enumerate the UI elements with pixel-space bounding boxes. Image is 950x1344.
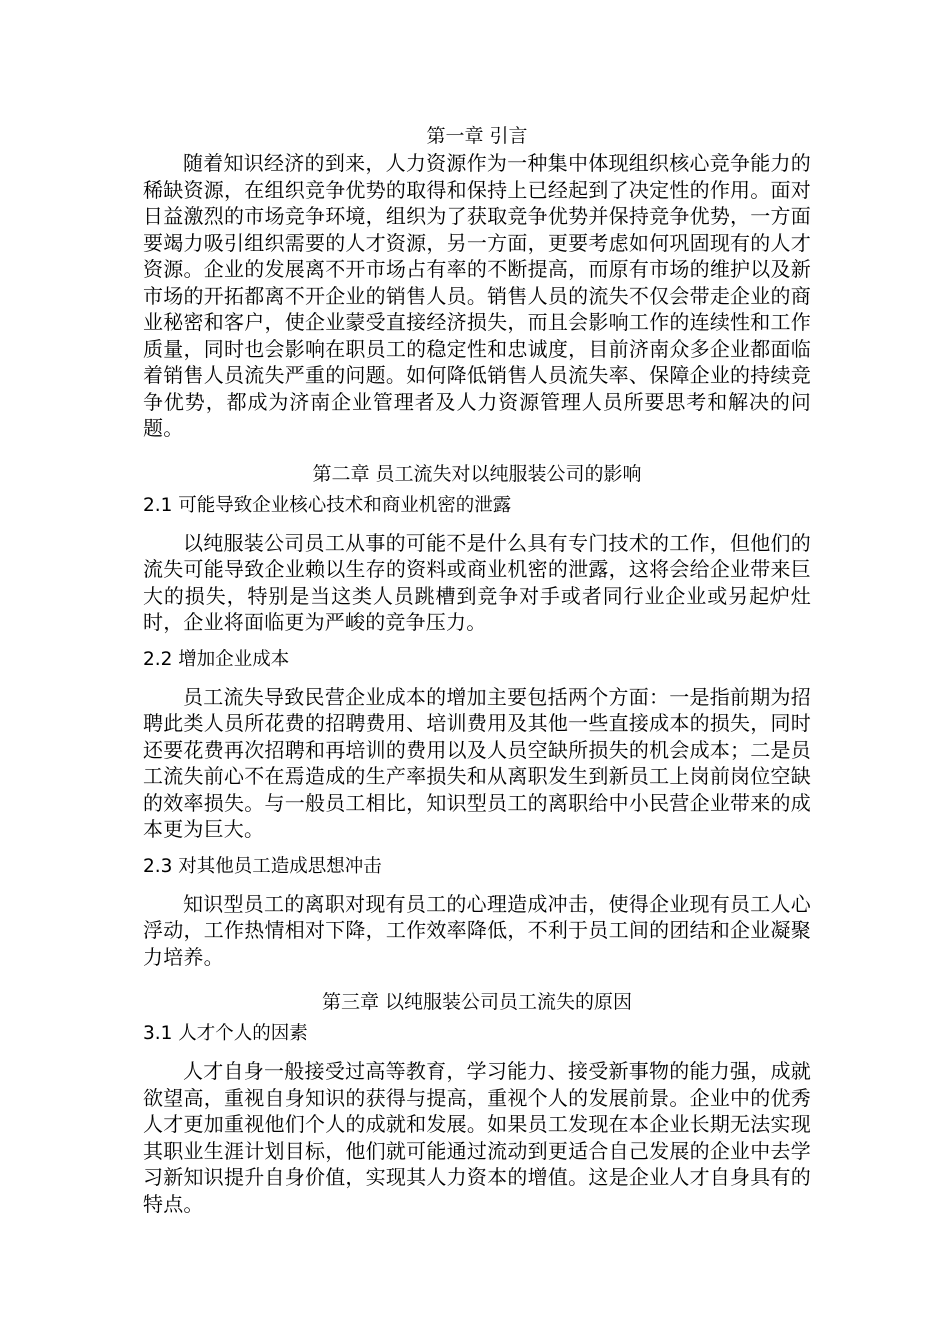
section-2-3-title: 2.3 对其他员工造成思想冲击 (143, 855, 382, 877)
chapter2-title: 第二章 员工流失对以纯服装公司的影响 (312, 462, 642, 485)
chapter1-paragraph: 随着知识经济的到来，人力资源作为一种集中体现组织核心竞争能力的稀缺资源，在组织竞争优势的取得和保持上已经起到了决定性的作用。面对日益激烈的市场竞争环境，组织为了获取竞争优势并保持竞争优势，一方面要竭力吸引组织需要的人才资源，另一方面，更要考虑如何巩固现有的人才资源。企业的发展离不开市场占有率的不断提高，而原有市场的维护以及新市场的开拓都离不开企业的销售人员。销售人员的流失不仅会带走企业的商业秘密和客户，使企业蒙受直接经济损失，而且会影响工作的连续性和工作质量，同时也会影响在职员工的稳定性和忠诚度，目前济南众多企业都面临着销售人员流失严重的问题。如何降低销售人员流失率、保障企业的持续竞争优势，都成为济南企业管理者及人力资源管理人员所要思考和解决的问题。 (143, 151, 811, 440)
chapter3-title: 第三章 以纯服装公司员工流失的原因 (321, 991, 633, 1013)
section-2-2-paragraph: 员工流失导致民营企业成本的增加主要包括两个方面：一是指前期为招聘此类人员所花费的招聘费用、培训费用及其他一些直接成本的损失，同时还要花费再次招聘和再培训的费用以及人员空缺所损失的机会成本；二是员工流失前心不在焉造成的生产率损失和从离职发生到新员工上岗前岗位空缺的效率损失。与一般员工相比，知识型员工的离职给中小民营企业带来的成本更为巨大。 (143, 684, 811, 841)
section-2-1-paragraph: 以纯服装公司员工从事的可能不是什么具有专门技术的工作，但他们的流失可能导致企业赖以生存的资料或商业机密的泄露，这将会给企业带来巨大的损失，特别是当这类人员跳槽到竞争对手或者同行业企业或另起炉灶时，企业将面临更为严峻的竞争压力。 (143, 530, 811, 634)
section-3-1-title: 3.1 人才个人的因素 (143, 1023, 308, 1044)
section-3-1-paragraph: 人才自身一般接受过高等教育，学习能力、接受新事物的能力强，成就欲望高，重视自身知识的获得与提高，重视个人的发展前景。企业中的优秀人才更加重视他们个人的成就和发展。如果员工发现在本企业长期无法实现其职业生涯计划目标，他们就可能通过流动到更适合自己发展的企业中去学习新知识提升自身价值，实现其人力资本的增值。这是企业人才自身具有的特点。 (143, 1059, 811, 1216)
section-2-1-title: 2.1 可能导致企业核心技术和商业机密的泄露 (143, 494, 512, 516)
document-page (143, 122, 811, 1217)
chapter1-title: 第一章 引言 (426, 125, 528, 147)
section-2-2-title: 2.2 增加企业成本 (143, 648, 290, 670)
section-2-3-paragraph: 知识型员工的离职对现有员工的心理造成冲击，使得企业现有员工人心浮动，工作热情相对下降，工作效率降低，不利于员工间的团结和企业凝聚力培养。 (143, 891, 811, 969)
